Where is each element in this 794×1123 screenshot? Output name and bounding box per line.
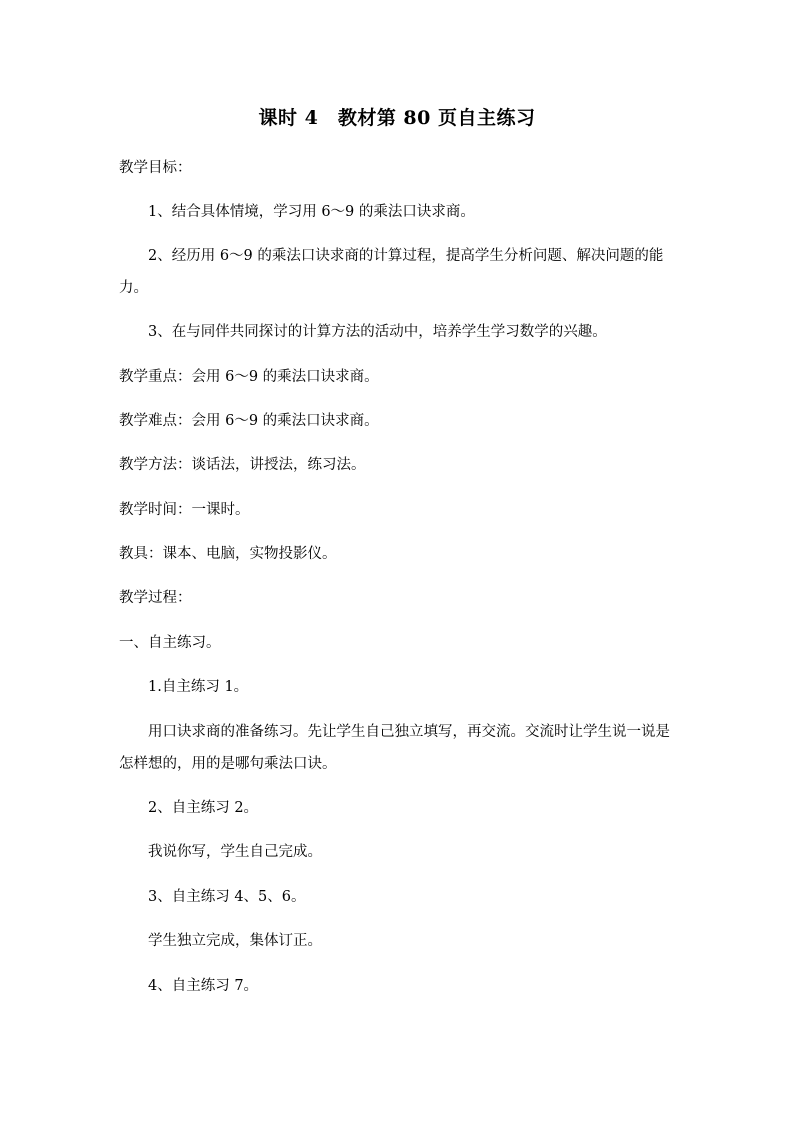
teaching-aids: 教具：课本、电脑，实物投影仪。 (119, 546, 337, 562)
exercise-3-heading: 3、自主练习 4、5、6。 (148, 889, 306, 905)
difficult-point: 教学难点：会用 6～9 的乘法口诀求商。 (119, 413, 379, 429)
section-1-heading: 一、自主练习。 (119, 635, 221, 651)
document-title: 课时 4 教材第 80 页自主练习 (258, 107, 536, 129)
exercise-3-body: 学生独立完成，集体订正。 (148, 933, 322, 949)
key-point: 教学重点：会用 6～9 的乘法口诀求商。 (119, 369, 379, 385)
objective-1: 1、结合具体情境，学习用 6～9 的乘法口诀求商。 (148, 204, 475, 220)
objective-3: 3、在与同伴共同探讨的计算方法的活动中，培养学生学习数学的兴趣。 (148, 324, 607, 340)
teaching-time: 教学时间：一课时。 (119, 502, 250, 518)
objectives-heading: 教学目标： (119, 160, 192, 176)
exercise-1-body: 用口诀求商的准备练习。先让学生自己独立填写，再交流。交流时让学生说一说是怎样想的，用的是哪句乘法口诀。 (119, 724, 670, 772)
teaching-method: 教学方法：谈话法，讲授法，练习法。 (119, 457, 366, 473)
exercise-4-heading: 4、自主练习 7。 (148, 978, 259, 994)
exercise-2-heading: 2、自主练习 2。 (148, 800, 259, 816)
objective-2: 2、经历用 6～9 的乘法口诀求商的计算过程，提高学生分析问题、解决问题的能力。 (119, 248, 664, 296)
exercise-1-heading: 1.自主练习 1。 (148, 679, 249, 695)
process-heading: 教学过程： (119, 590, 192, 606)
exercise-2-body: 我说你写，学生自己完成。 (148, 844, 322, 860)
